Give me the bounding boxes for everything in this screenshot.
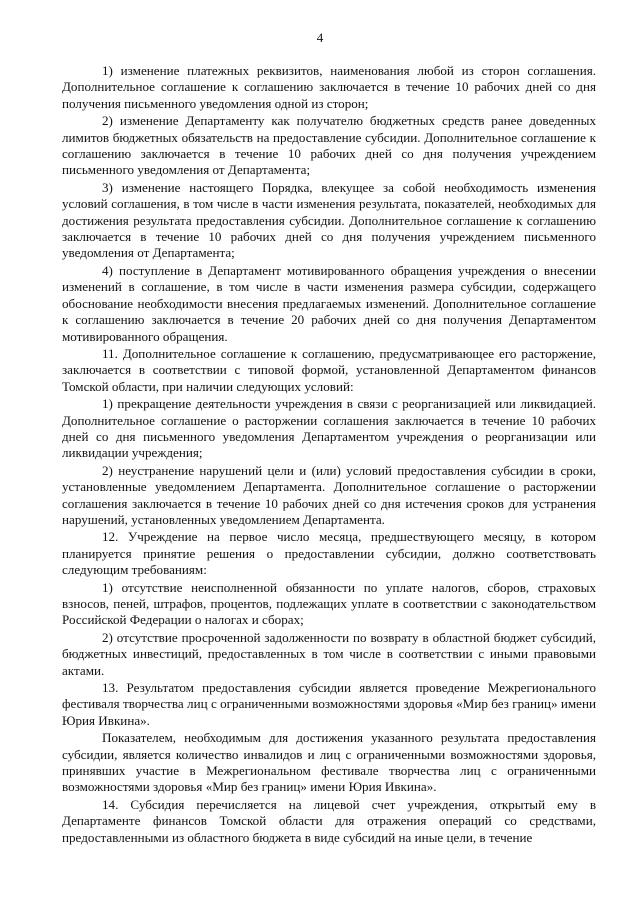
paragraph-indicator: Показателем, необходимым для достижения указанного результата предоставления субсидии, является количество инвалидов и лиц с ограниченными возможностями здоровья, принявших участие в Межрегиональном фестивале творчества лиц с ограниченными возможностями здоровья «Мир без границ» имени Юрия Ивкина».	[62, 730, 596, 795]
paragraph-requirement-no-overdue-debt: 2) отсутствие просроченной задолженности по возврату в областной бюджет субсидий, бюджетных инвестиций, предоставленных в том числе в соответствии с иными правовыми актами.	[62, 629, 596, 678]
paragraph-termination-reorganization: 1) прекращение деятельности учреждения в связи с реорганизацией или ликвидацией. Дополнительное соглашение о расторжении соглашения заключается в течение 10 рабочих дней со дня письменного уведомления Департаментом учреждения о реорганизации или ликвидации учреждения;	[62, 396, 596, 461]
paragraph-section-13-result: 13. Результатом предоставления субсидии является проведение Межрегионального фестиваля творчества лиц с ограниченными возможностями здоровья «Мир без границ» имени Юрия Ивкина».	[62, 680, 596, 728]
paragraph-amendment-bank-details: 1) изменение платежных реквизитов, наименования любой из сторон соглашения. Дополнительное соглашение к соглашению заключается в течение 10 рабочих дней со дня получения письменного уведомления одной из сторон;	[62, 63, 596, 111]
paragraph-amendment-motivated-request: 4) поступление в Департамент мотивированного обращения учреждения о внесении изменений в соглашение, в том числе в части изменения размера субсидии, содержащего обоснование необходимости внесения предлагаемых изменений. Дополнительное соглашение к соглашению заключается в течение 20 рабочих дней со дня получения Департаментом мотивированного обращения.	[62, 262, 596, 344]
paragraph-section-14-transfer: 14. Субсидия перечисляется на лицевой счет учреждения, открытый ему в Департаменте финансов Томской области для отражения операций со средствами, предоставленными из областного бюджета в виде субсидий на иные цели, в течение	[62, 796, 596, 845]
paragraph-requirement-no-tax-debt: 1) отсутствие неисполненной обязанности по уплате налогов, сборов, страховых взносов, пеней, штрафов, процентов, подлежащих уплате в соответствии с законодательством Российской Федерации о налогах и сборах;	[62, 579, 596, 628]
paragraph-amendment-procedure-change: 3) изменение настоящего Порядка, влекущее за собой необходимость изменения условий соглашения, в том числе в части изменения результата, показателей, необходимых для достижения результата предоставления субсидии. Дополнительное соглашение к соглашению заключается в течение 10 рабочих дней со дня получения учреждением письменного уведомления от Департамента;	[62, 179, 596, 261]
paragraph-section-12-requirements: 12. Учреждение на первое число месяца, предшествующего месяцу, в котором планируется принятие решения о предоставлении субсидии, должно соответствовать следующим требованиям:	[62, 529, 596, 578]
paragraph-amendment-budget-limits: 2) изменение Департаменту как получателю бюджетных средств ранее доведенных лимитов бюджетных обязательств на предоставление субсидии. Дополнительное соглашение к соглашению заключается в течение 10 рабочих дней со дня получения учреждением письменного уведомления от Департамента;	[62, 113, 596, 178]
page-number: 4	[316, 30, 324, 45]
document-body	[62, 63, 596, 847]
paragraph-termination-violations: 2) неустранение нарушений цели и (или) условий предоставления субсидии в сроки, установленные уведомлением Департамента. Дополнительное соглашение о расторжении соглашения заключается в течение 10 рабочих дней со дня истечения сроков для устранения нарушений, установленных уведомлением Департамента.	[62, 462, 596, 527]
paragraph-section-11-termination: 11. Дополнительное соглашение к соглашению, предусматривающее его расторжение, заключается в соответствии с типовой формой, установленной Департаментом финансов Томской области, при наличии следующих условий:	[62, 345, 596, 394]
